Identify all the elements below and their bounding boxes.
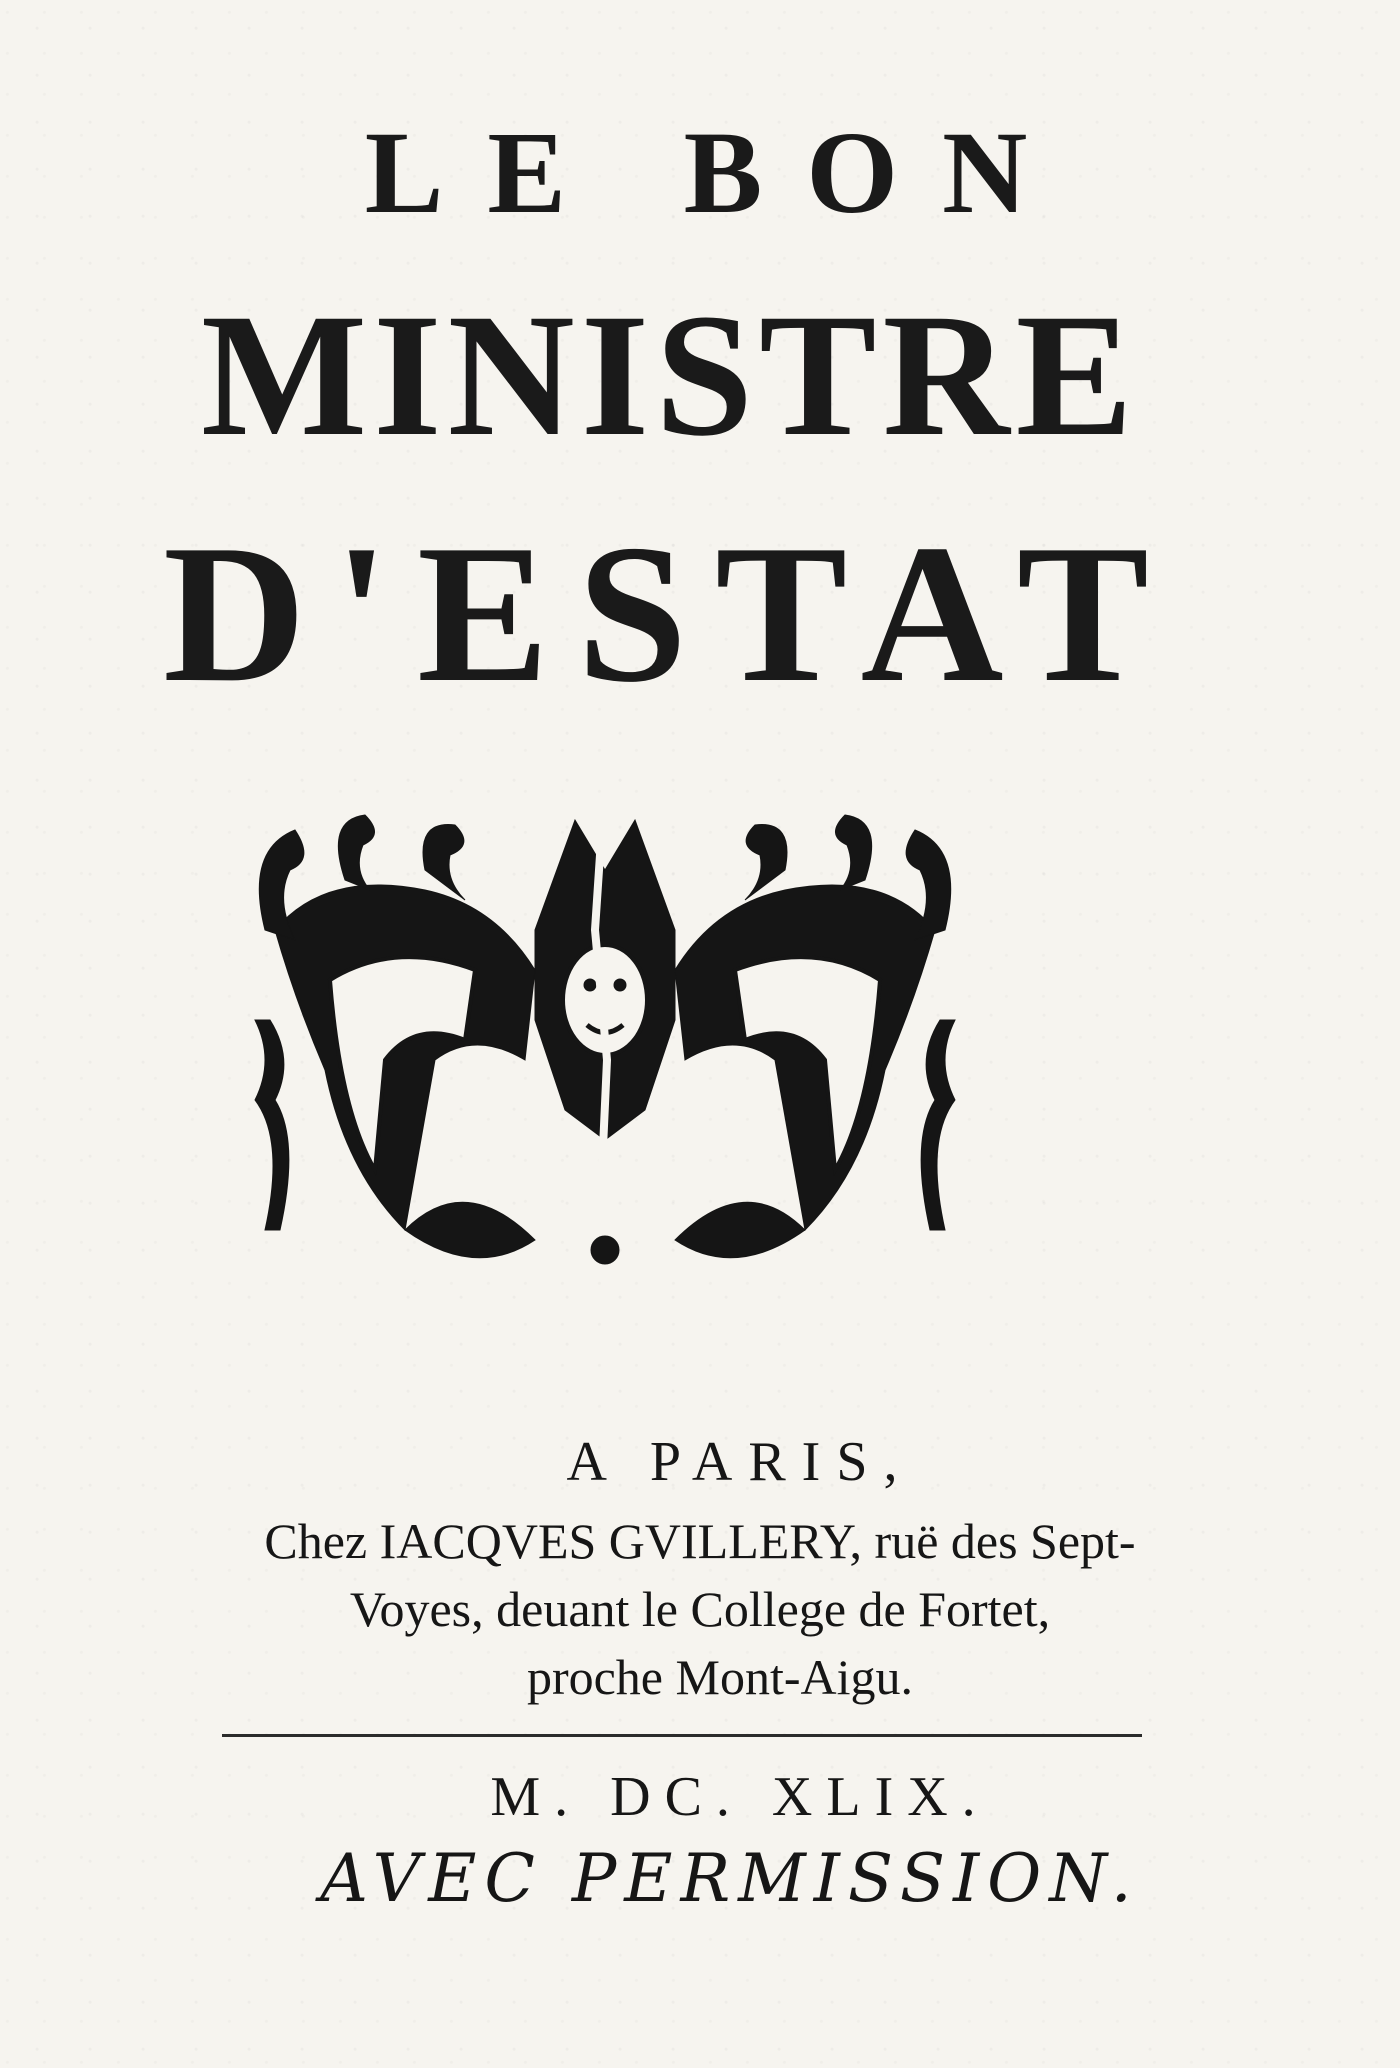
imprint-line-1: Chez IACQVES GVILLERY, ruë des Sept- [264,1513,1136,1569]
imprint-line-2: Voyes, deuant le College de Fortet, [349,1581,1051,1637]
coat-of-arms-woodcut-icon [235,810,975,1280]
imprint-city: A PARIS, [566,1431,914,1493]
title-line-2: MINISTRE [201,278,1139,473]
imprint-line-3: proche Mont-Aigu. [526,1649,914,1705]
title-line-1: LE BON [364,107,1072,238]
permission-line: AVEC PERMISSION. [320,1840,1140,1917]
title-line-3: D'ESTAT [163,504,1177,723]
divider-rule [222,1734,1142,1737]
publication-date: M. DC. XLIX. [490,1766,990,1828]
